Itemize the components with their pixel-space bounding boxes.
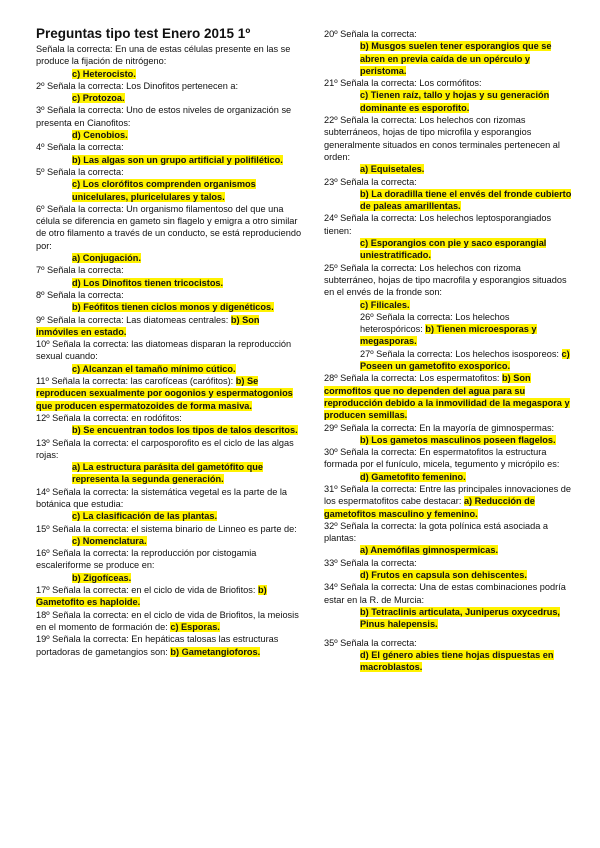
question-3: 3º Señala la correcta: Uno de estos niveles de organización se presenta en Cianofitos:	[36, 105, 292, 128]
answer-24: c) Esporangios con pie y saco esporangial uniestratificado.	[360, 238, 547, 261]
answer-32: a) Anemófilas gimnospermicas.	[360, 545, 499, 556]
answer-31: a) Reducción de gametofitos masculino y femenino.	[324, 496, 535, 519]
question-9: 9º Señala la correcta: Las diatomeas centrales: b) Son inmóviles en estado.	[36, 314, 260, 337]
answer-23: b) La doradilla tiene el envés del fronde cubierto de paleas amarillentas.	[360, 188, 572, 212]
answer-10: c) Alcanzan el tamaño mínimo cútico.	[72, 363, 236, 374]
answer-11: b) Se reproducen sexualmente por oogonios y espermatogonios que producen espermatozoides de forma masiva.	[36, 376, 293, 411]
answer-12: b) Se encuentran todos los tipos de talos descritos.	[72, 425, 298, 436]
question-19: 19º Señala la correcta: En hepáticas talosas las estructuras portadoras de gametangios son: b) Gametangioforos.	[36, 634, 279, 657]
question-28: 28º Señala la correcta: Los espermatofitos: b) Son cormofitos que no dependen del agua para su reproducción debido a la inmovilidad de la megaspora y producen semillas.	[324, 373, 570, 421]
question-25: 25º Señala la correcta: Los helechos con rizoma subterráneo, hojas de tipo macrofila y esporangios situados en el envés de la fronde son:	[324, 262, 567, 298]
question-30: 30º Señala la correcta: En espermatofitos la estructura formada por el funículo, micela, tegumento y micrópilo es:	[324, 447, 560, 470]
right-column	[324, 0, 572, 673]
question-7: 7º Señala la correcta:	[36, 265, 124, 276]
question-15: 15º Señala la correcta: el sistema binario de Linneo es parte de:	[36, 523, 297, 534]
question-2: 2º Señala la correcta: Los Dinofitos pertenecen a:	[36, 80, 239, 91]
answer-4: b) Las algas son un grupo artificial y polifilético.	[72, 154, 283, 165]
question-11: 11º Señala la correcta: las carofíceas (carófitos): b) Se reproducen sexualmente por oogonios y espermatogonios que producen espermatozoides de forma masiva.	[36, 376, 293, 411]
page-title: Preguntas tipo test Enero 2015 1º	[36, 26, 251, 41]
answer-27: c) Poseen un gametofito exosporico.	[360, 348, 570, 372]
answer-33: d) Frutos en capsula son dehiscentes.	[360, 570, 527, 581]
question-29: 29º Señala la correcta: En la mayoría de gimnospermas:	[324, 422, 555, 433]
question-27: 27º Señala la correcta: Los helechos isosporeos: c) Poseen un gametofito exosporico.	[360, 348, 570, 372]
left-column	[36, 0, 302, 658]
question-24: 24º Señala la correcta: Los helechos leptosporangiados tienen:	[324, 213, 552, 236]
answer-34: b) Tetraclinis articulata, Juniperus oxycedrus, Pinus halepensis.	[360, 606, 560, 630]
answer-35: d) El género abies tiene hojas dispuestas en macroblastos.	[360, 649, 554, 673]
question-26: 26º Señala la correcta: Los helechos heterospóricos: b) Tienen microesporas y megasporas.	[360, 311, 537, 347]
question-1: Señala la correcta: En una de estas células presente en las se produce la fijación de nitrógeno:	[36, 44, 291, 67]
question-34: 34º Señala la correcta: Una de estas combinaciones podría estar en la R. de Murcia:	[324, 582, 566, 605]
answer-21: c) Tienen raíz, tallo y hojas y su generación dominante es esporofito.	[360, 90, 550, 113]
answer-16: b) Zigofíceas.	[72, 572, 132, 583]
answer-3: d) Cenobios.	[72, 130, 128, 141]
answer-26: b) Tienen microesporas y megasporas.	[360, 324, 537, 347]
question-35: 35º Señala la correcta:	[324, 637, 417, 648]
question-5: 5º Señala la correcta:	[36, 166, 124, 177]
question-18: 18º Señala la correcta: en el ciclo de vida de Briofitos, la meiosis en el momento de formación de: c) Esporas.	[36, 609, 299, 632]
answer-8: b) Feófitos tienen ciclos monos y digenéticos.	[72, 302, 274, 313]
answer-13: a) La estructura parásita del gametófito que representa la segunda generación.	[72, 462, 263, 485]
answer-15: c) Nomenclatura.	[72, 535, 147, 546]
answer-5: c) Los clorófitos comprenden organismos unicelulares, pluricelulares y talos.	[72, 179, 256, 202]
answer-18: c) Esporas.	[170, 621, 220, 632]
question-31: 31º Señala la correcta: Entre las principales innovaciones de los espermatofitos cabe destacar: a) Reducción de gametofitos masculino y femenino.	[324, 483, 571, 519]
question-12: 12º Señala la correcta: en rodófitos:	[36, 412, 182, 423]
question-33: 33º Señala la correcta:	[324, 557, 417, 568]
question-10: 10º Señala la correcta: las diatomeas disparan la reproducción sexual cuando:	[36, 339, 292, 362]
answer-30: d) Gametofito femenino.	[360, 471, 466, 482]
question-4: 4º Señala la correcta:	[36, 142, 124, 153]
question-20: 20º Señala la correcta:	[324, 29, 417, 39]
question-6: 6º Señala la correcta: Un organismo filamentoso del que una célula se diferencia en gameto sin flagelo y emigra a otro similar de otro filamento a través de un conducto, se está reproduciendo por:	[36, 203, 302, 251]
question-13: 13º Señala la correcta: el carposporofito es el ciclo de las algas rojas:	[36, 437, 294, 460]
answer-7: d) Los Dinofitos tienen tricocistos.	[72, 277, 224, 288]
answer-2: c) Protozoa.	[72, 93, 125, 104]
answer-14: c) La clasificación de las plantas.	[72, 511, 218, 522]
answer-22: a) Equisetales.	[360, 164, 425, 175]
answer-6: a) Conjugación.	[72, 253, 141, 264]
question-8: 8º Señala la correcta:	[36, 289, 124, 300]
answer-20: b) Musgos suelen tener esporangios que se abren en previa caída de un opérculo y peristoma.	[360, 41, 552, 76]
question-23: 23º Señala la correcta:	[324, 176, 417, 187]
question-16: 16º Señala la correcta: la reproducción por cistogamia escaleriforme se produce en:	[36, 548, 257, 571]
answer-29: b) Los gametos masculinos poseen flagelos.	[360, 434, 556, 445]
question-21: 21º Señala la correcta: Los cormófitos:	[324, 78, 482, 89]
answer-1: c) Heterocisto.	[72, 68, 136, 79]
question-14: 14º Señala la correcta: la sistemática vegetal es la parte de la botánica que estudia:	[36, 486, 288, 509]
answer-17: b) Gametofito es haploide.	[36, 585, 267, 608]
answer-28: b) Son cormofitos que no dependen del agua para su reproducción debido a la inmovilidad de la megaspora y producen semillas.	[324, 373, 570, 421]
question-32: 32º Señala la correcta: la gota polínica está asociada a plantas:	[324, 520, 548, 544]
answer-25: c) Filicales.	[360, 299, 410, 310]
question-17: 17º Señala la correcta: en el ciclo de vida de Briofitos: b) Gametofito es haploide.	[36, 585, 267, 608]
question-22: 22º Señala la correcta: Los helechos con rizomas subterráneos, hojas de tipo microfila y esporangios generalmente situados en conos terminales pertenecen al orden:	[324, 115, 560, 162]
answer-19: b) Gametangioforos.	[170, 646, 261, 657]
answer-9: b) Son inmóviles en estado.	[36, 314, 260, 337]
